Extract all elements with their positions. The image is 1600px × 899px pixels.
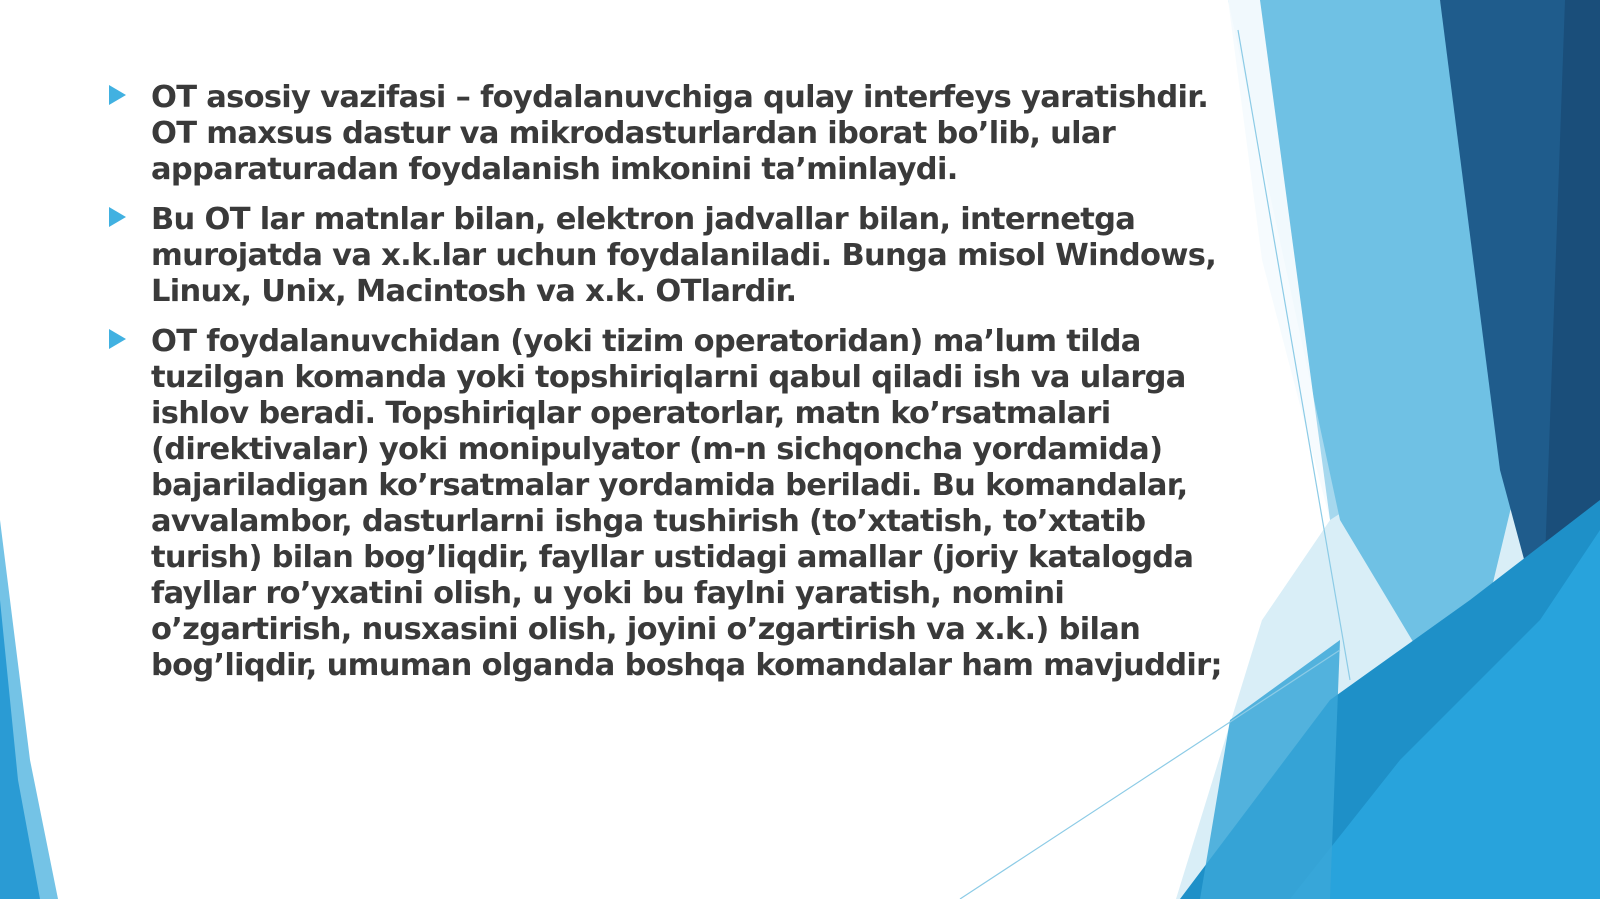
bullet-text: OT asosiy vazifasi – foydalanuvchiga qulay interfeys yaratishdir. OT maxsus dastur va mikrodasturlardan iborat bo’lib, ular apparaturadan foydalanish imkonini ta’minlaydi. (151, 80, 1209, 187)
bullet-text: OT foydalanuvchidan (yoki tizim operatoridan) ma’lum tilda tuzilgan komanda yoki topshiriqlarni qabul qiladi ish va ularga ishlov beradi. Topshiriqlar operatorlar, matn ko’rsatmalari (direktivalar) yoki monipulyator (m-n sichqoncha yordamida) bajariladigan ko’rsatmalar yordamida beriladi. Bu komandalar, avvalambor, dasturlarni ishga tushirish (to’xtatish, to’xtatib turish) bilan bog’liqdir, fayllar ustidagi amallar (joriy katalogda fayllar ro’yxatini olish, u yoki bu faylni yaratish, nomini o’zgartirish, nusxasini olish, joyini o’zgartirish va x.k.) bilan bog’liqdir, umuman olganda boshqa komandalar ham mavjuddir; (151, 324, 1222, 683)
bullet-text: Bu OT lar matnlar bilan, elektron jadvallar bilan, internetga murojatda va x.k.lar uchun foydalaniladi. Bunga misol Windows, Linux, Unix, Macintosh va x.k. OTlardir. (151, 202, 1217, 309)
bullet-item (104, 324, 1224, 684)
bullet-list (104, 80, 1224, 698)
bullet-item (104, 202, 1224, 310)
triangle-bullet-icon (107, 206, 127, 228)
bullet-item (104, 80, 1224, 188)
triangle-bullet-icon (107, 328, 127, 350)
triangle-bullet-icon (107, 84, 127, 106)
